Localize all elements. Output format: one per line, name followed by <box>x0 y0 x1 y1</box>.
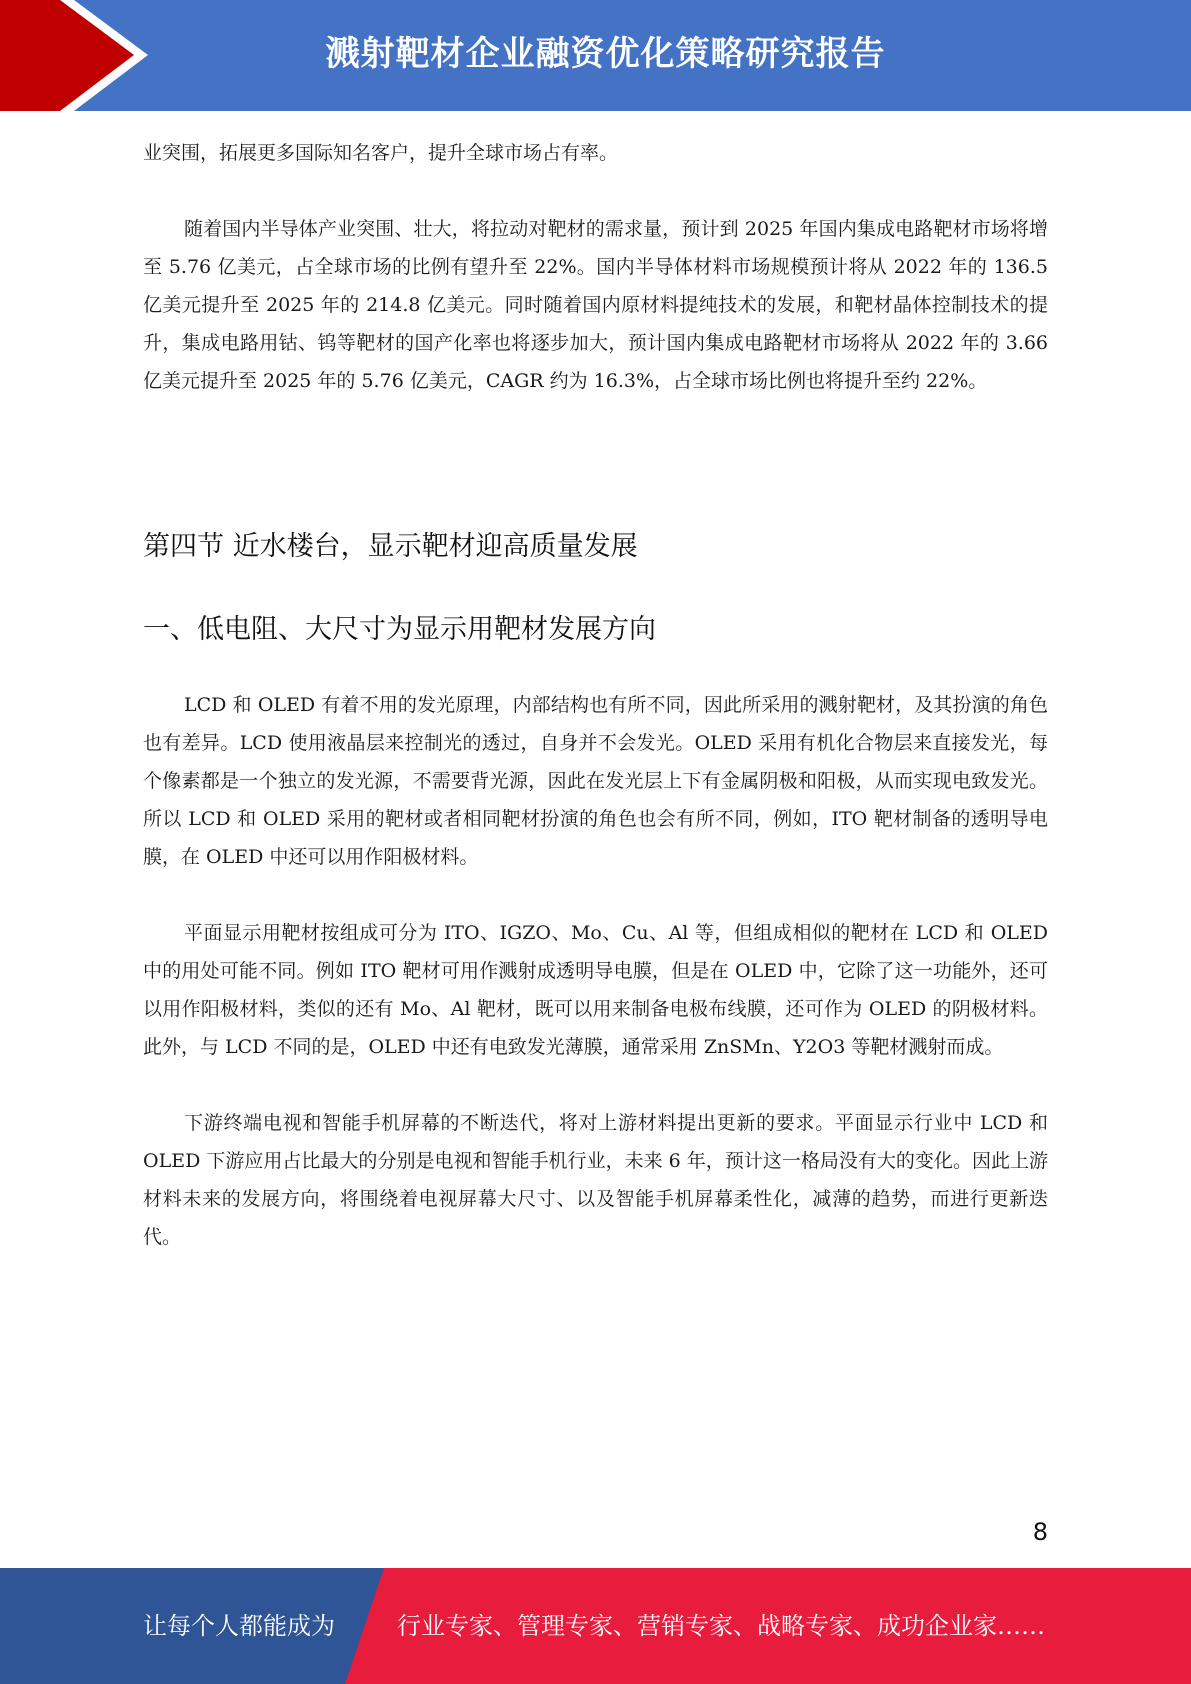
paragraph-target-composition: 平面显示用靶材按组成可分为 ITO、IGZO、Mo、Cu、Al 等，但组成相似的靶材在 LCD 和 OLED 中的用处可能不同。例如 ITO 靶材可用作溅射成透明导电膜，但是在 OLED 中，它除了这一功能外，还可以用作阳极材料，类似的还有 Mo、Al 靶材，既可以用来制备电极布线膜，还可作为 OLED 的阴极材料。此外，与 LCD 不同的是，OLED 中还有电致发光薄膜，通常采用 ZnSMn、Y2O3 等靶材溅射而成。 <box>143 922 1048 1058</box>
report-title: 溅射靶材企业融资优化策略研究报告 <box>325 34 886 74</box>
subsection-heading: 一、低电阻、大尺寸为显示用靶材发展方向 <box>143 614 656 645</box>
footer-slogan-left: 让每个人都能成为 <box>143 1612 335 1640</box>
body-text-top <box>143 134 1048 400</box>
paragraph-market-forecast: 随着国内半导体产业突围、壮大，将拉动对靶材的需求量，预计到 2025 年国内集成电路靶材市场将增至 5.76 亿美元，占全球市场的比例有望升至 22%。国内半导体材料市场规模预计将从 2022 年的 136.5 亿美元提升至 2025 年的 214.8 亿美元。同时随着国内原材料提纯技术的发展，和靶材晶体控制技术的提升，集成电路用钴、钨等靶材的国产化率也将逐步加大，预计国内集成电路靶材市场将从 2022 年的 3.66 亿美元提升至 2025 年的 5.76 亿美元，CAGR 约为 16.3%，占全球市场比例也将提升至约 22%。 <box>143 218 1048 392</box>
page-number: 8 <box>1032 1518 1048 1546</box>
page-header <box>0 0 1191 111</box>
paragraph-downstream-trend: 下游终端电视和智能手机屏幕的不断迭代，将对上游材料提出更新的要求。平面显示行业中 LCD 和 OLED 下游应用占比最大的分别是电视和智能手机行业，未来 6 年，预计这一格局没有大的变化。因此上游材料未来的发展方向，将围绕着电视屏幕大尺寸、以及智能手机屏幕柔性化，减薄的趋势，而进行更新迭代。 <box>143 1112 1048 1248</box>
paragraph-continuation: 业突围，拓展更多国际知名客户，提升全球市场占有率。 <box>143 142 619 164</box>
paragraph-lcd-oled: LCD 和 OLED 有着不用的发光原理，内部结构也有所不同，因此所采用的溅射靶材，及其扮演的角色也有差异。LCD 使用液晶层来控制光的透过，自身并不会发光。OLED 采用有机化合物层来直接发光，每个像素都是一个独立的发光源，不需要背光源，因此在发光层上下有金属阴极和阳极，从而实现电致发光。所以 LCD 和 OLED 采用的靶材或者相同靶材扮演的角色也会有所不同，例如，ITO 靶材制备的透明导电膜，在 OLED 中还可以用作阳极材料。 <box>143 694 1048 868</box>
page-footer <box>0 1568 1191 1684</box>
footer-slogan-right: 行业专家、管理专家、营销专家、战略专家、成功企业家…… <box>397 1612 1045 1640</box>
section-heading: 第四节 近水楼台，显示靶材迎高质量发展 <box>143 531 638 562</box>
body-text-bottom <box>143 686 1048 1256</box>
